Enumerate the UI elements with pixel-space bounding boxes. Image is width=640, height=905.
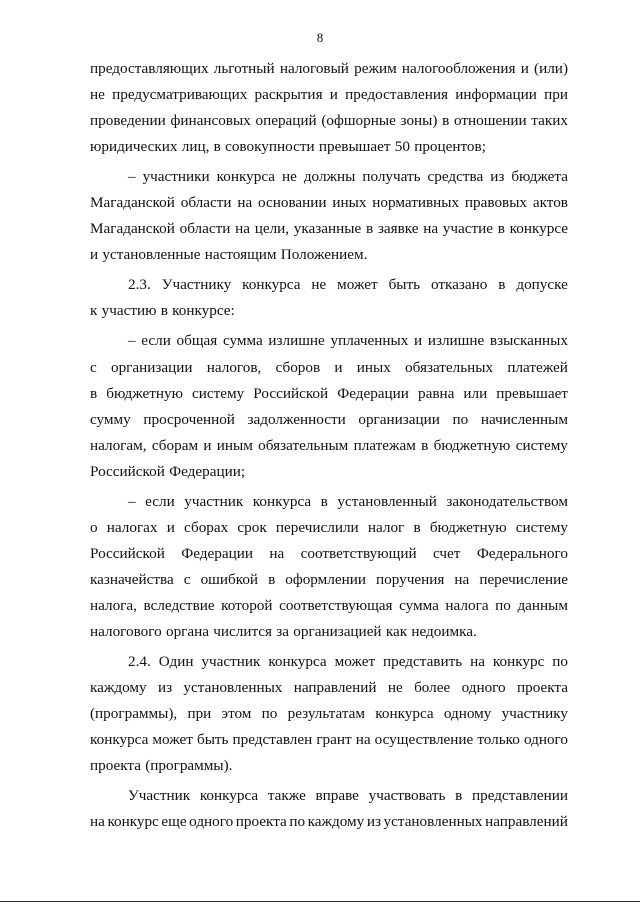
- word: участник: [184, 492, 244, 510]
- word: налогового: [90, 622, 162, 640]
- text-line: [90, 328, 568, 354]
- word: отношении: [454, 112, 527, 130]
- word: на: [470, 653, 485, 671]
- word: Магаданской: [90, 220, 175, 238]
- word: должны: [303, 168, 356, 186]
- word: финансовых: [170, 112, 251, 130]
- word: –: [128, 332, 136, 350]
- word: бюджетную: [429, 518, 507, 536]
- word: нормативных: [372, 194, 460, 212]
- word: Магаданской: [90, 194, 175, 212]
- word: установленных: [183, 679, 283, 697]
- text-line: [90, 433, 568, 459]
- text-line: [90, 541, 568, 567]
- word: быть: [196, 731, 229, 749]
- word: основании: [258, 194, 327, 212]
- word: Российской: [253, 384, 329, 402]
- word: средства: [427, 168, 484, 186]
- word: при: [187, 705, 212, 723]
- text-line: [90, 593, 568, 619]
- word: налога,: [90, 596, 137, 614]
- paragraph: [90, 164, 568, 268]
- word: 50: [394, 138, 410, 156]
- text-line: [90, 272, 568, 298]
- page-number: 8: [316, 30, 324, 45]
- text-line: [90, 459, 568, 485]
- word: конкурса: [268, 653, 327, 671]
- word: и: [203, 436, 212, 454]
- word: организации: [358, 410, 440, 428]
- paragraph: [90, 272, 568, 324]
- word: из: [157, 679, 173, 697]
- word: Положением.: [280, 246, 368, 264]
- word: проведении: [90, 112, 166, 130]
- word: режим: [354, 60, 397, 77]
- text-line: [90, 809, 568, 835]
- word: налогообложения: [401, 60, 516, 77]
- word: вправе: [315, 787, 359, 805]
- word: уплаченных: [330, 332, 409, 350]
- word: к: [90, 302, 98, 320]
- word: Федерации: [181, 544, 253, 562]
- word: соответствующая: [279, 596, 393, 614]
- paragraph: [90, 783, 568, 835]
- word: грант: [316, 731, 352, 749]
- word: 2.4.: [128, 653, 151, 671]
- word: установленный: [337, 492, 437, 510]
- word: платежей: [507, 358, 568, 376]
- word: установленные: [102, 246, 201, 264]
- word: о: [90, 518, 98, 536]
- word: сумма: [399, 596, 439, 614]
- word: если: [141, 332, 171, 350]
- word: проекта: [90, 757, 141, 775]
- text-line: [90, 381, 568, 407]
- word: (программы),: [90, 705, 178, 723]
- word: налог: [367, 518, 405, 536]
- word: платежам: [353, 436, 416, 454]
- word: не: [387, 679, 403, 697]
- word: в: [442, 112, 450, 130]
- word: также: [267, 787, 306, 805]
- word: каждому: [90, 679, 147, 697]
- word: казначейства: [90, 570, 174, 588]
- word: и: [334, 358, 343, 376]
- word: оформлении: [285, 570, 366, 588]
- word: перечисление: [479, 570, 568, 588]
- word: Федерального: [476, 544, 568, 562]
- word: из: [490, 168, 505, 186]
- word: Один: [158, 653, 194, 671]
- paragraph: [90, 489, 568, 645]
- word: одного: [189, 813, 234, 831]
- word: операций: [255, 112, 317, 130]
- word: участию: [101, 302, 157, 320]
- word: цели,: [254, 220, 290, 238]
- word: в: [90, 384, 98, 402]
- word: превышает: [318, 138, 391, 156]
- word: налога: [445, 596, 489, 614]
- word: совокупности: [225, 138, 315, 156]
- text-line: [90, 56, 568, 82]
- word: льготный: [213, 60, 275, 77]
- word: систему: [515, 518, 568, 536]
- word: раскрытия: [254, 86, 323, 104]
- text-line: [90, 783, 568, 809]
- word: в: [413, 518, 421, 536]
- word: получать: [362, 168, 421, 186]
- word: по: [452, 410, 469, 428]
- word: недоимка.: [411, 622, 477, 640]
- word: на: [235, 220, 250, 238]
- text-line: [90, 134, 568, 160]
- word: зоны): [400, 112, 438, 130]
- word: одного: [523, 731, 568, 749]
- word: отказано: [430, 276, 488, 294]
- word: установленных: [383, 813, 483, 831]
- word: предоставляющих: [90, 60, 209, 77]
- word: (офшорные: [321, 112, 396, 130]
- word: конкурса: [375, 705, 434, 723]
- word: одного: [461, 679, 506, 697]
- word: не: [281, 168, 297, 186]
- paragraph: [90, 649, 568, 779]
- word: излишне: [268, 332, 325, 350]
- page-bottom-rule: [0, 901, 640, 902]
- word: на: [355, 731, 371, 749]
- word: налогах: [106, 518, 158, 536]
- word: сборах: [184, 518, 229, 536]
- word: (программы).: [145, 757, 233, 775]
- word: направлений: [293, 679, 377, 697]
- text-line: [90, 489, 568, 515]
- word: проекта: [516, 679, 568, 697]
- word: области: [179, 220, 231, 238]
- word: предоставления: [345, 86, 448, 104]
- word: допуске: [516, 276, 568, 294]
- word: Федерации;: [169, 462, 246, 480]
- text-line: [90, 567, 568, 593]
- text-line: [90, 216, 568, 242]
- text-line: [90, 108, 568, 134]
- word: в: [421, 436, 429, 454]
- word: начисленным: [480, 410, 568, 428]
- word: бюджетную: [106, 384, 183, 402]
- word: если: [145, 492, 175, 510]
- word: вследствие: [143, 596, 215, 614]
- word: –: [128, 168, 136, 186]
- text-line: [90, 649, 568, 675]
- word: общая: [176, 332, 218, 350]
- word: превышает: [496, 384, 568, 402]
- word: таких: [531, 112, 568, 130]
- word: равна: [417, 384, 455, 402]
- word: органа: [165, 622, 210, 640]
- word: –: [128, 492, 136, 510]
- word: сборов: [275, 358, 321, 376]
- text-line: [90, 242, 568, 268]
- text-line: [90, 82, 568, 108]
- word: заявке: [377, 220, 419, 238]
- word: как: [385, 622, 408, 640]
- word: ошибкой: [200, 570, 259, 588]
- word: юридических: [90, 138, 178, 156]
- word: перечислили: [275, 518, 359, 536]
- word: процентов;: [414, 138, 486, 156]
- word: по: [495, 596, 511, 614]
- text-line: [90, 298, 568, 324]
- word: обязательным: [258, 436, 349, 454]
- word: по: [261, 705, 278, 723]
- word: осуществление: [374, 731, 474, 749]
- word: налоговый: [279, 60, 349, 77]
- word: данным: [517, 596, 568, 614]
- word: в: [498, 276, 506, 294]
- word: представить: [383, 653, 463, 671]
- word: конкурса: [199, 787, 259, 805]
- word: этом: [221, 705, 252, 723]
- word: представлен: [232, 731, 313, 749]
- word: которой: [221, 596, 273, 614]
- text-line: [90, 355, 568, 381]
- word: не: [90, 86, 105, 104]
- word: одному: [443, 705, 492, 723]
- text-line: [90, 407, 568, 433]
- word: по: [289, 813, 306, 831]
- word: за: [276, 622, 290, 640]
- word: актов: [532, 194, 568, 212]
- word: на: [269, 544, 285, 562]
- word: срок: [237, 518, 267, 536]
- word: проекта: [235, 813, 287, 831]
- word: в: [160, 302, 168, 320]
- word: конкурс: [492, 653, 545, 671]
- word: результатам: [287, 705, 366, 723]
- word: иных: [356, 358, 391, 376]
- word: участники: [142, 168, 210, 186]
- word: соответствующий: [300, 544, 417, 562]
- word: в: [365, 220, 374, 238]
- word: на: [237, 194, 253, 212]
- word: конкурса: [252, 492, 312, 510]
- word: на: [454, 570, 470, 588]
- word: по: [552, 653, 568, 671]
- word: конкурсе: [509, 220, 568, 238]
- word: систему: [192, 384, 245, 402]
- word: в: [268, 570, 276, 588]
- word: и: [414, 332, 423, 350]
- word: обязательных: [405, 358, 494, 376]
- word: настоящим: [204, 246, 277, 264]
- word: иным: [216, 436, 253, 454]
- word: числится: [213, 622, 273, 640]
- word: или: [463, 384, 488, 402]
- word: законодательством: [446, 492, 568, 510]
- word: поручения: [376, 570, 445, 588]
- word: может: [337, 276, 378, 294]
- word: участвовать: [368, 787, 446, 805]
- word: просроченной: [143, 410, 235, 428]
- word: организацией: [293, 622, 382, 640]
- word: только: [477, 731, 520, 749]
- paragraph: [90, 328, 568, 484]
- word: информации: [455, 86, 537, 104]
- word: участник: [201, 653, 261, 671]
- word: конкурса: [216, 168, 276, 186]
- word: конкурс: [107, 813, 159, 831]
- word: может: [334, 653, 376, 671]
- word: Федерации: [337, 384, 409, 402]
- word: налогам,: [90, 436, 147, 454]
- word: счет: [432, 544, 461, 562]
- word: из: [366, 813, 381, 831]
- word: может: [152, 731, 193, 749]
- word: и: [329, 86, 338, 104]
- text-line: [90, 190, 568, 216]
- word: предусматривающих: [112, 86, 248, 104]
- word: более: [414, 679, 451, 697]
- text-line: [90, 164, 568, 190]
- word: сумму: [90, 410, 131, 428]
- word: и: [90, 246, 99, 264]
- word: и: [520, 60, 529, 77]
- word: излишне: [427, 332, 485, 350]
- word: бюджета: [511, 168, 568, 186]
- word: в: [213, 138, 221, 156]
- word: Участнику: [161, 276, 232, 294]
- word: представлении: [471, 787, 568, 805]
- word: иных: [332, 194, 367, 212]
- word: взысканных: [489, 332, 568, 350]
- document-body: [90, 56, 568, 835]
- word: налогов,: [206, 358, 262, 376]
- word: направлений: [485, 813, 568, 831]
- word: с: [90, 358, 97, 376]
- word: конкурса: [242, 276, 301, 294]
- paragraph: [90, 56, 568, 160]
- text-line: [90, 619, 568, 645]
- word: (или): [534, 60, 568, 77]
- word: области: [180, 194, 232, 212]
- word: в: [455, 787, 463, 805]
- word: каждому: [307, 813, 365, 831]
- word: на: [90, 813, 105, 831]
- word: систему: [515, 436, 568, 454]
- word: при: [544, 86, 568, 104]
- word: 2.3.: [128, 276, 151, 294]
- word: быть: [388, 276, 421, 294]
- word: сумма: [222, 332, 263, 350]
- word: указанные: [293, 220, 362, 238]
- word: лиц,: [181, 138, 210, 156]
- word: бюджетную: [433, 436, 511, 454]
- word: с: [183, 570, 191, 588]
- word: в: [320, 492, 328, 510]
- word: сборам: [151, 436, 199, 454]
- word: и: [166, 518, 175, 536]
- word: задолженности: [247, 410, 346, 428]
- word: Российской: [90, 544, 165, 562]
- word: конкурса: [90, 731, 149, 749]
- word: участие: [442, 220, 494, 238]
- word: в: [497, 220, 505, 238]
- word: участнику: [501, 705, 568, 723]
- word: не: [311, 276, 327, 294]
- word: на: [423, 220, 439, 238]
- word: еще: [161, 813, 187, 831]
- text-line: [90, 675, 568, 701]
- text-line: [90, 515, 568, 541]
- text-line: [90, 701, 568, 727]
- text-line: [90, 727, 568, 753]
- word: конкурсе:: [172, 302, 235, 320]
- word: Участник: [128, 787, 191, 805]
- word: правовых: [464, 194, 528, 212]
- word: Российской: [90, 462, 165, 480]
- text-line: [90, 753, 568, 779]
- word: организации: [110, 358, 193, 376]
